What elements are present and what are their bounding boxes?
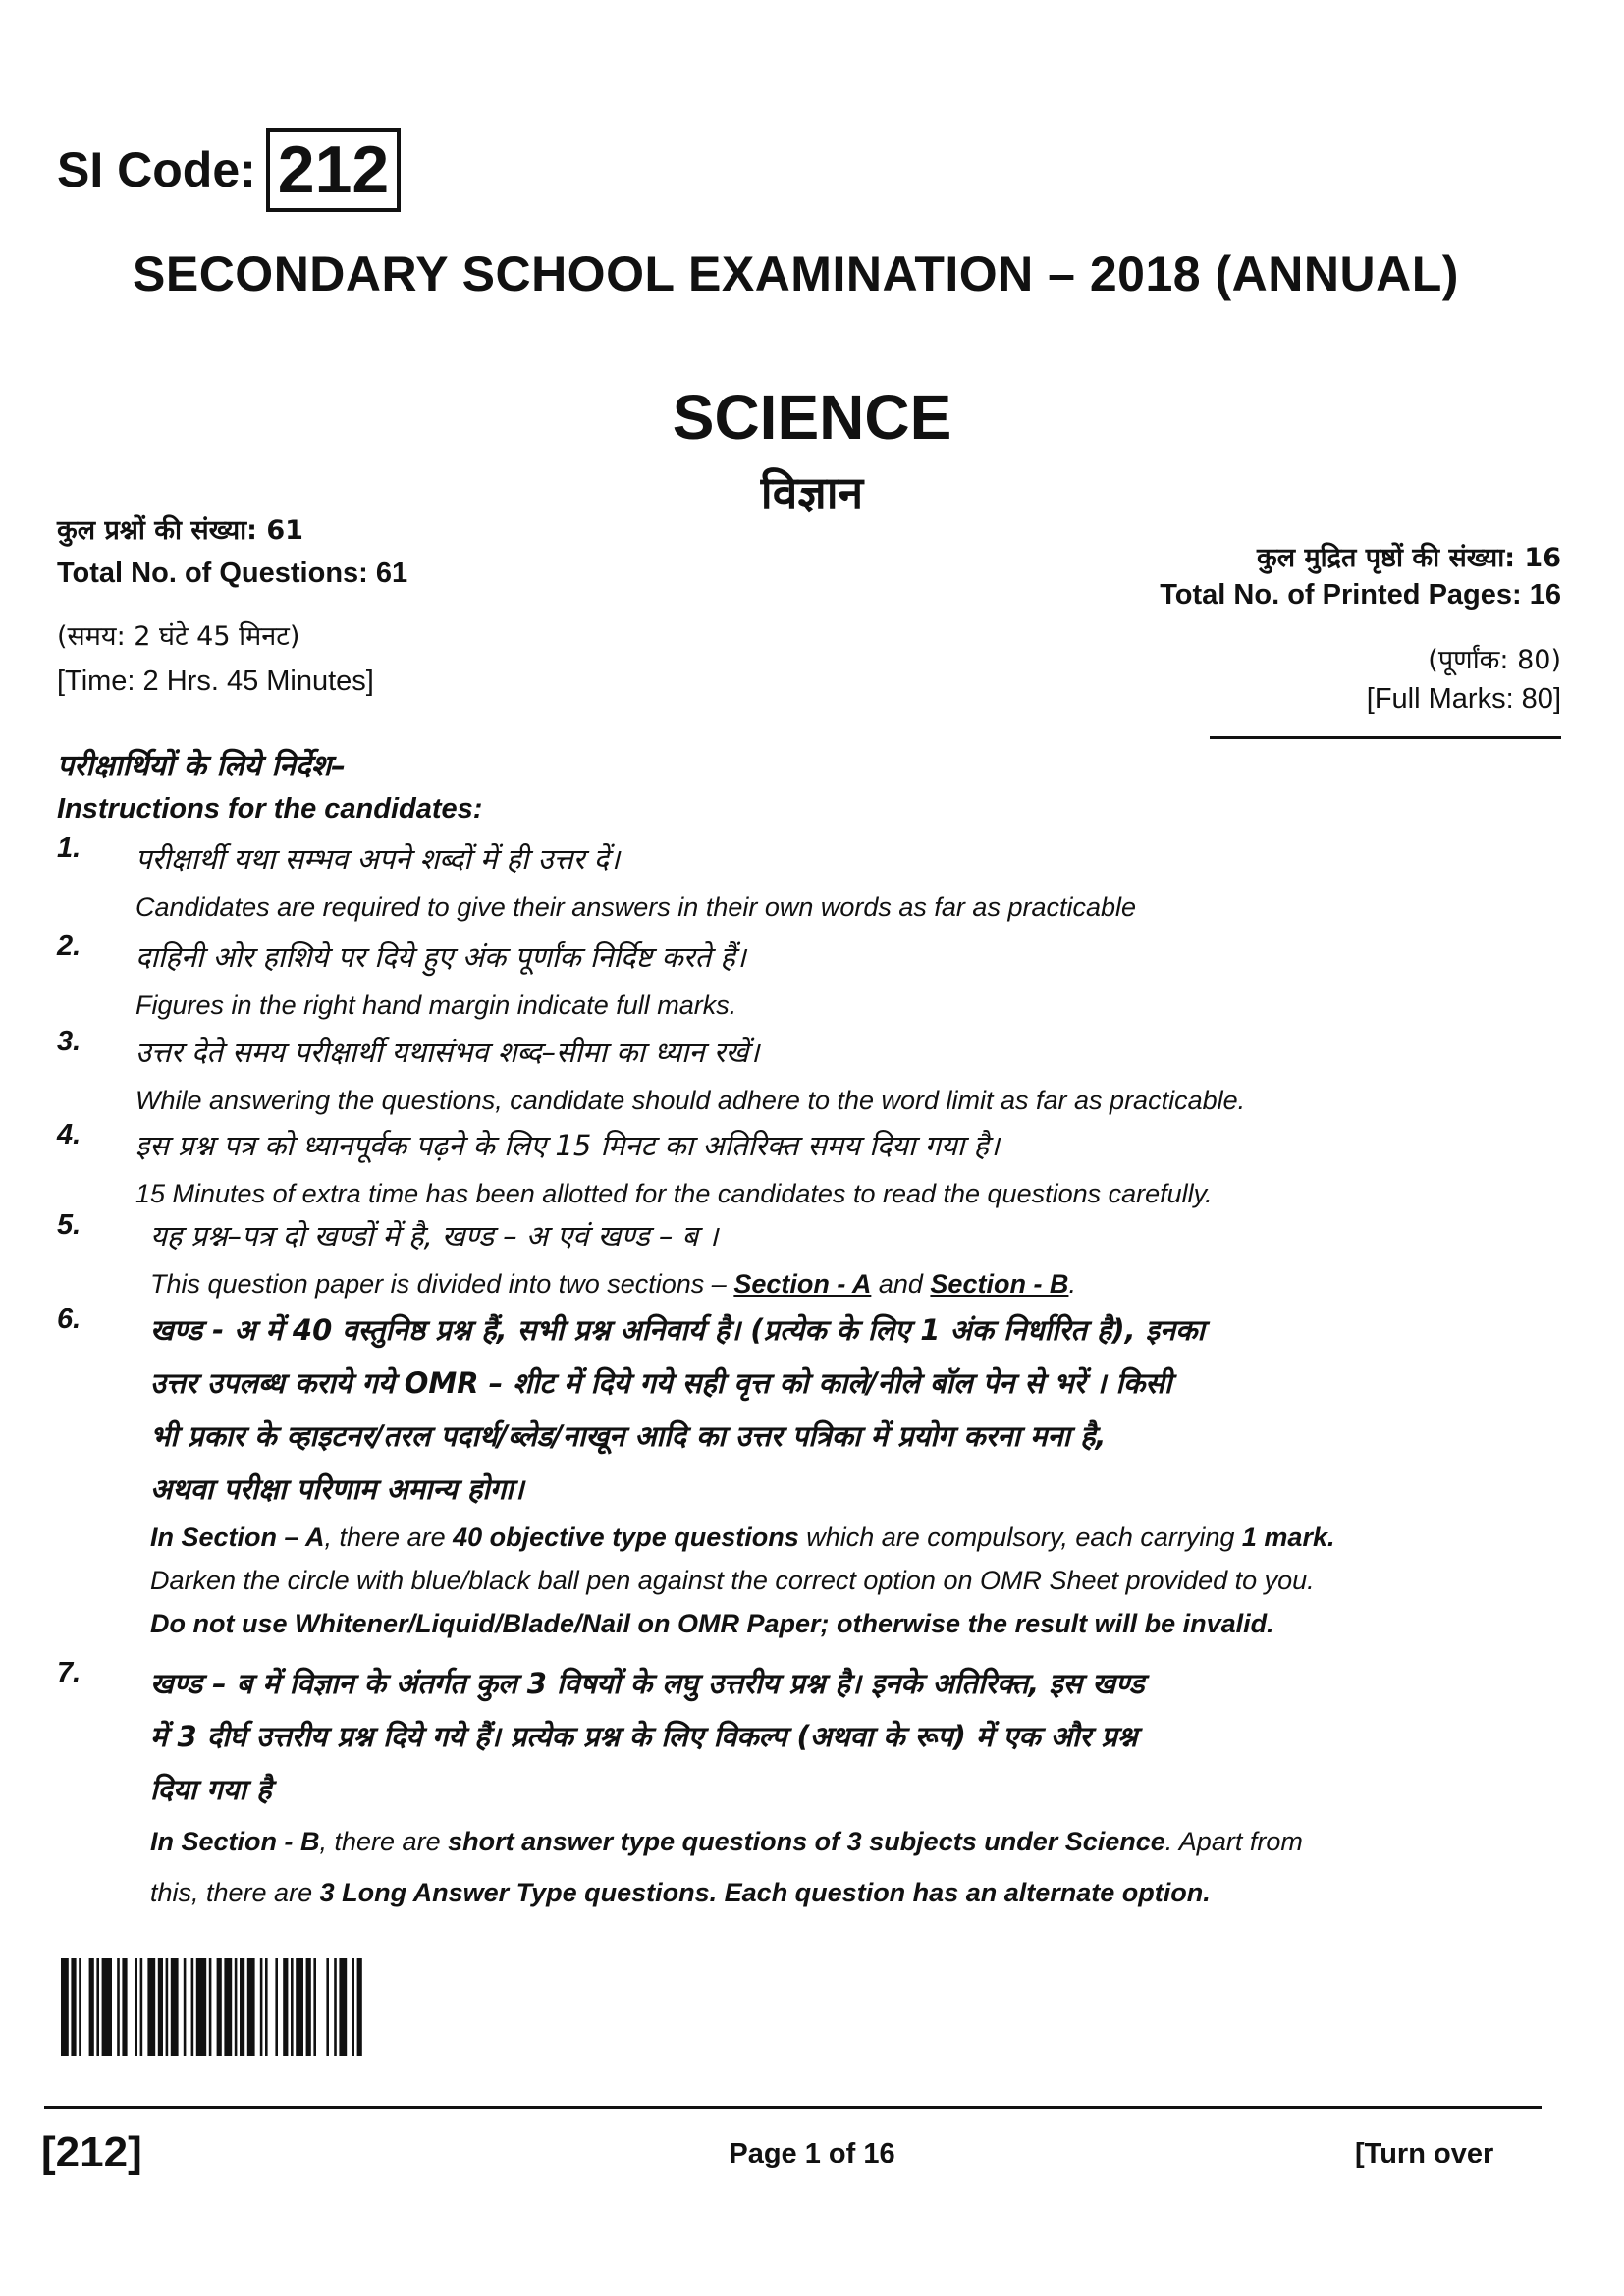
- instruction-number: 3.: [57, 1026, 81, 1057]
- instruction-3: [57, 1026, 1574, 1122]
- footer-divider: [44, 2106, 1542, 2109]
- subject-title: SCIENCE: [672, 382, 952, 453]
- instruction-text: this, there are 3 Long Answer Type questions. Each question has an alternate option.: [150, 1878, 1211, 1907]
- instruction-text-hindi: यह प्रश्न–पत्र दो खण्डों में है, खण्ड – अ एवं खण्ड – ब ।: [150, 1219, 719, 1253]
- instruction-text-hindi: परीक्षार्थी यथा सम्भव अपने शब्दों में ही उत्तर दें।: [135, 842, 621, 876]
- si-code-label: SI Code:: [57, 142, 256, 198]
- instructions-title: Instructions for the candidates:: [57, 793, 483, 825]
- instruction-7: [57, 1657, 1574, 1918]
- instruction-text: While answering the questions, candidate should adhere to the word limit as far as practicable.: [135, 1086, 1246, 1115]
- si-code: [57, 128, 401, 212]
- time-allowed: [Time: 2 Hrs. 45 Minutes]: [57, 666, 374, 697]
- meta-divider: [1210, 736, 1561, 739]
- instruction-number: 7.: [57, 1657, 81, 1688]
- instruction-1: [57, 832, 1574, 929]
- printed-pages-hindi: कुल मुद्रित पृष्ठों की संख्या: 16: [1257, 543, 1561, 573]
- printed-pages: Total No. of Printed Pages: 16: [1160, 579, 1561, 611]
- full-marks-hindi: (पूर्णांक: 80): [1428, 645, 1561, 675]
- instruction-text: Do not use Whitener/Liquid/Blade/Nail on OMR Paper; otherwise the result will be invalid.: [150, 1609, 1274, 1638]
- instruction-text: This question paper is divided into two sections – Section - A and Section - B.: [150, 1269, 1076, 1299]
- instruction-text: Figures in the right hand margin indicate full marks.: [135, 990, 737, 1020]
- footer-paper-code: [212]: [41, 2128, 142, 2176]
- full-marks: [Full Marks: 80]: [1366, 683, 1561, 715]
- barcode: [61, 1958, 513, 2056]
- subject-title-hindi: विज्ञान: [760, 466, 864, 519]
- instruction-number: 1.: [57, 832, 81, 864]
- instruction-6: [57, 1304, 1574, 1645]
- instruction-number: 6.: [57, 1304, 81, 1335]
- instruction-text-hindi: इस प्रश्न पत्र को ध्यानपूर्वक पढ़ने के लिए 15 मिनट का अतिरिक्त समय दिया गया है।: [135, 1129, 1000, 1162]
- page-number: Page 1 of 16: [729, 2138, 895, 2169]
- time-hindi: (समय: 2 घंटे 45 मिनट): [57, 621, 300, 652]
- exam-title: SECONDARY SCHOOL EXAMINATION – 2018 (ANNUAL): [133, 246, 1459, 301]
- instruction-text-hindi: उत्तर उपलब्ध कराये गये OMR – शीट में दिये गये सही वृत्त को काले/नीले बॉल पेन से भरें । किसी: [150, 1366, 1172, 1400]
- si-code-value: 212: [266, 128, 401, 212]
- turn-over-label: [Turn over: [1355, 2138, 1494, 2169]
- instruction-text: In Section - B, there are short answer type questions of 3 subjects under Science. Apart from: [150, 1827, 1303, 1856]
- instruction-text-hindi: खण्ड – ब में विज्ञान के अंतर्गत कुल 3 विषयों के लघु उत्तरीय प्रश्न है। इनके अतिरिक्त, इस खण्ड: [150, 1667, 1145, 1700]
- instruction-text: In Section – A, there are 40 objective type questions which are compulsory, each carrying 1 mark.: [150, 1522, 1335, 1552]
- instruction-text-hindi: भी प्रकार के व्हाइटनर/तरल पदार्थ/ब्लेड/नाखून आदि का उत्तर पत्रिका में प्रयोग करना मना है,: [150, 1419, 1107, 1453]
- instruction-text-hindi: दाहिनी ओर हाशिये पर दिये हुए अंक पूर्णांक निर्दिष्ट करते हैं।: [135, 940, 746, 974]
- instruction-text: Candidates are required to give their answers in their own words as far as practicable: [135, 892, 1137, 922]
- instruction-text-hindi: अथवा परीक्षा परिणाम अमान्य होगा।: [150, 1472, 524, 1506]
- total-questions: Total No. of Questions: 61: [57, 558, 408, 589]
- instruction-text: Darken the circle with blue/black ball pen against the correct option on OMR Sheet provided to you.: [150, 1566, 1315, 1595]
- instruction-text-hindi: में 3 दीर्घ उत्तरीय प्रश्न दिये गये हैं। प्रत्येक प्रश्न के लिए विकल्प (अथवा के रूप) में एक और प्रश्न: [150, 1720, 1138, 1753]
- instructions-title-hindi: परीक्षार्थियों के लिये निर्देश–: [57, 749, 347, 783]
- instruction-text-hindi: खण्ड - अ में 40 वस्तुनिष्ठ प्रश्न हैं, सभी प्रश्न अनिवार्य है। (प्रत्येक के लिए 1 अंक निर्धारित है), इनका: [150, 1313, 1205, 1347]
- instruction-number: 5.: [57, 1209, 81, 1241]
- section-b-label: Section - B: [930, 1269, 1069, 1299]
- instruction-number: 4.: [57, 1119, 81, 1150]
- instruction-text-hindi: उत्तर देते समय परीक्षार्थी यथासंभव शब्द–सीमा का ध्यान रखें।: [135, 1036, 760, 1069]
- instruction-text: 15 Minutes of extra time has been allotted for the candidates to read the questions carefully.: [135, 1179, 1213, 1208]
- instruction-number: 2.: [57, 931, 81, 962]
- instruction-text-hindi: दिया गया है: [150, 1773, 272, 1806]
- instruction-4: [57, 1119, 1574, 1215]
- instruction-2: [57, 931, 1574, 1027]
- section-a-label: Section - A: [733, 1269, 872, 1299]
- total-questions-hindi: कुल प्रश्नों की संख्या: 61: [57, 515, 303, 546]
- instruction-5: [57, 1209, 1574, 1306]
